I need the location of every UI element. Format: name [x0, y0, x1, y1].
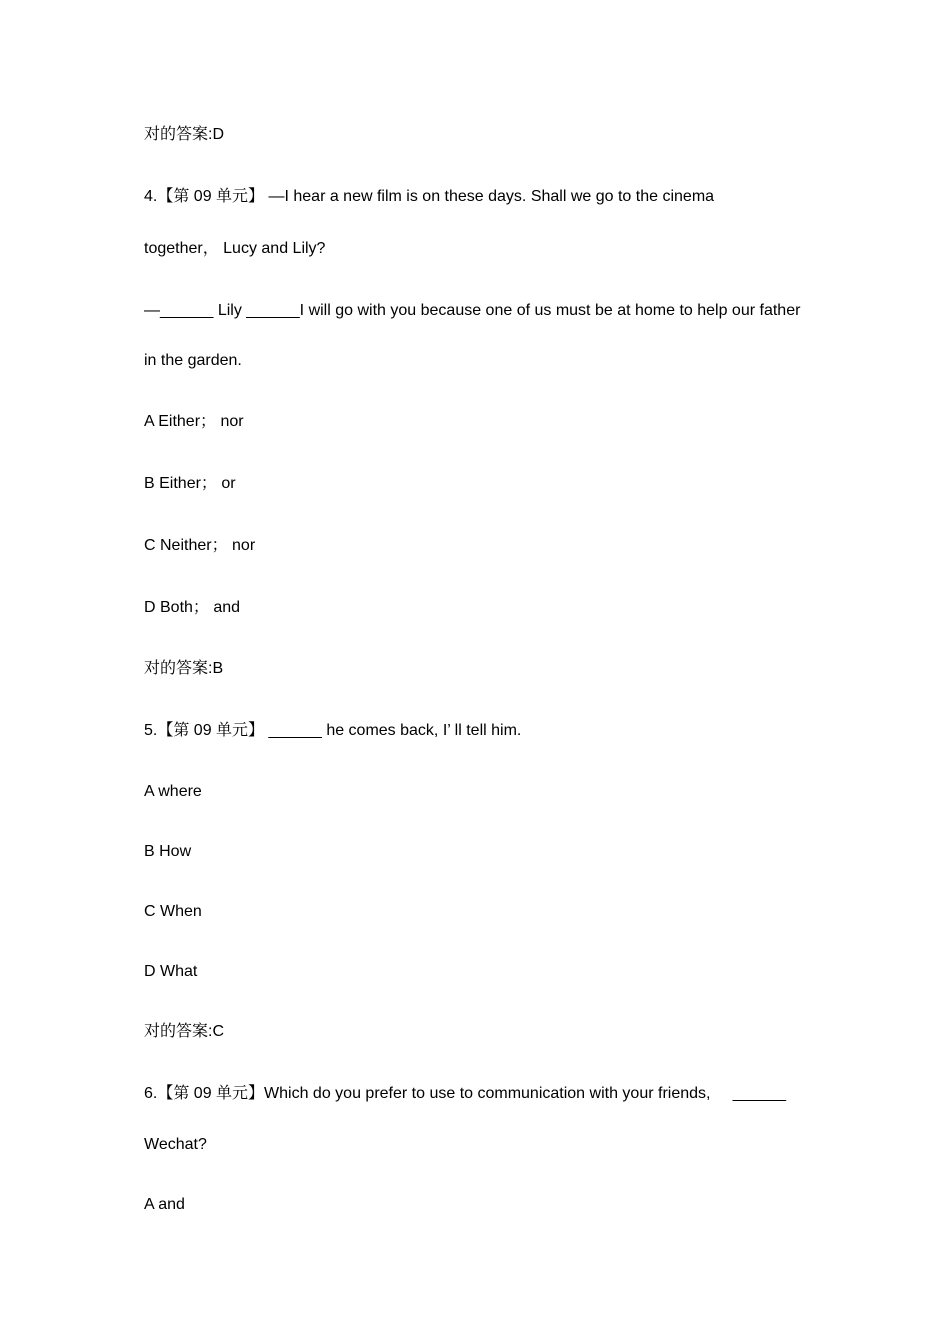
option-b: B Either； or — [144, 475, 236, 492]
option-b: B How — [144, 843, 192, 860]
option-c: C Neither； nor — [144, 537, 256, 554]
answer-text: 对的答案:B — [144, 660, 224, 677]
question-5-text: 5.【第 09 单元】 ______ he comes back, I’ ll tell him. — [144, 722, 522, 739]
option-a: A and — [144, 1196, 185, 1213]
question-6-text-cont: Wechat? — [144, 1136, 207, 1153]
option-d: D What — [144, 963, 198, 980]
answer-text: 对的答案:C — [144, 1023, 225, 1040]
question-4-prompt-cont: in the garden. — [144, 352, 242, 369]
question-4-text: 4.【第 09 单元】 —I hear a new film is on these days. Shall we go to the cinema — [144, 188, 715, 205]
question-4-prompt: —______ Lily ______I will go with you because one of us must be at home to help our father — [144, 302, 801, 319]
option-a: A where — [144, 783, 202, 800]
question-6-text: 6.【第 09 单元】Which do you prefer to use to communication with your friends, ______ — [144, 1085, 787, 1102]
answer-text: 对的答案:D — [144, 126, 225, 143]
option-a: A Either； nor — [144, 413, 244, 430]
question-4-text-cont: together， Lucy and Lily? — [144, 240, 326, 257]
option-c: C When — [144, 903, 202, 920]
option-d: D Both； and — [144, 599, 241, 616]
